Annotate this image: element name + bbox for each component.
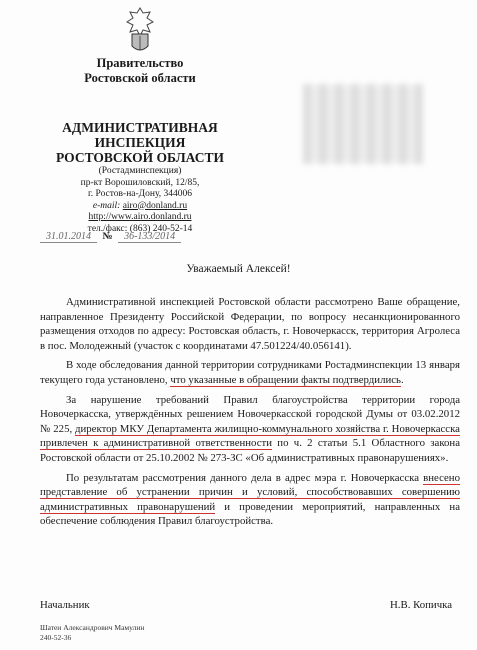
inspection-line-2: ИНСПЕКЦИЯ [94,135,186,150]
paragraph-4 [40,471,460,529]
address-line-1: пр-кт Ворошиловский, 12/85, [80,177,200,188]
signature-name: Н.В. Копичка [390,599,453,611]
inspection-contacts [60,166,220,235]
email-label: e-mail: [92,200,123,211]
paragraph-1: Административной инспекцией Ростовской области рассмотрено Ваше обращение, направленное Президенту Российской Федерации, по вопросу несанкционированного размещения отходов по адресу: Ростовская область, г. Новочеркасск, территория Агролеса в пос. Молодежный (участок с координатами 47.501224/40.056141). [40,296,460,352]
coat-of-arms-emblem [123,6,157,56]
executor-name: Шатеи Александрович Мамулин [40,623,145,632]
email-line [60,201,220,213]
paragraph-3-end: по ч. 2 статьи 5.1 Областного закона Ростовской области от 25.10.2002 № 273-ЗС «Об административных правонарушениях». [40,437,460,464]
paragraph-3-text: За нарушение требований Правил благоустройства территории города Новочеркасска, утверждённых решением Новочеркасской городской Думы от 03.02.2012 № 225, [40,393,460,435]
highlight-facts-confirmed: что указанные в обращении факты подтвердились [170,373,401,386]
email-link[interactable]: airo@donland.ru [122,200,188,211]
inspection-abbrev: (Ростадминспекция) [98,166,182,176]
registration-number: 36-133/2014 [118,231,181,243]
executor-phone: 240-52-36 [40,632,72,642]
url-line [60,212,220,224]
government-line-1: Правительство [96,56,184,70]
paragraph-4-text: По результатам рассмотрения данного дела в адрес мэра г. Новочеркасска [66,471,424,484]
registration-number-label: № [102,231,113,242]
phone-line: тел./факс: (863) 240-52-14 [87,223,193,234]
paragraph-2-text: В ходе обследования данной территории сотрудниками Ростадминспекции 13 января текущего года установлено, [40,359,460,386]
address-line-2: г. Ростов-на-Дону, 344006 [87,189,193,199]
inspection-line-3: РОСТОВСКОЙ ОБЛАСТИ [56,150,224,165]
paragraph-3 [40,393,460,466]
paragraph-4-end: и проведении мероприятий, направленных на обеспечение соблюдения Правил благоустройства. [40,500,461,528]
signature-position: Начальник [40,599,90,611]
registration-date: 31.01.2014 [40,231,97,243]
website-link[interactable]: http://www.airo.donland.ru [88,212,192,222]
salutation: Уважаемый Алексей! [186,263,291,275]
paragraph-2-end: . [400,373,404,386]
redacted-recipient-address [303,84,423,164]
inspection-line-1: АДМИНИСТРАТИВНАЯ [62,120,218,135]
highlight-representation: внесено представление об устранении причин и условий, способствовавших совершению административных правонарушений [40,471,460,513]
highlight-director-liable: директор МКУ Департамента жилищно-коммунального хозяйства г. Новочеркасска привлечен к административной ответственности [40,422,460,450]
executor-info [40,623,144,642]
registration-line [40,231,240,242]
letter-body [40,295,460,534]
government-line-2: Ростовской области [84,71,196,85]
government-title [60,56,220,86]
inspection-title [40,120,240,165]
paragraph-2 [40,358,460,387]
